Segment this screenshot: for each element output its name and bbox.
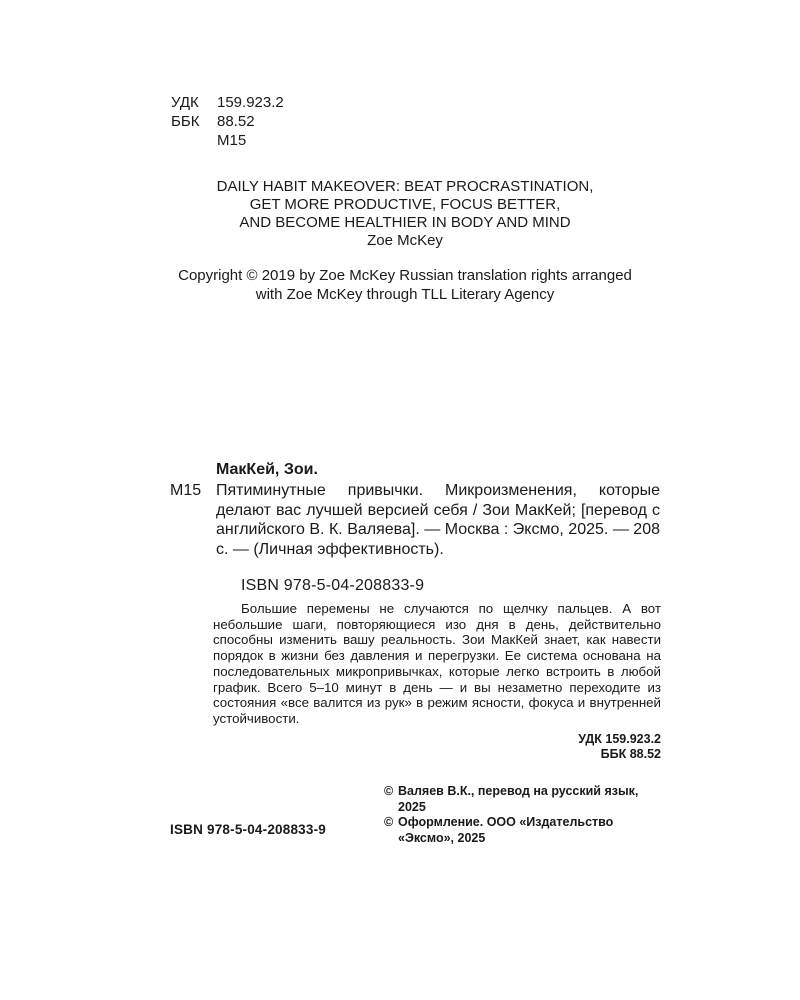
bottom-udk: УДК 159.923.2 xyxy=(578,732,661,746)
bbk-row xyxy=(171,112,284,131)
author-mark: М15 xyxy=(217,132,247,149)
bottom-isbn: ISBN 978-5-04-208833-9 xyxy=(170,822,326,837)
catalog-description: Пятиминутные привычки. Микроизменения, которые делают вас лучшей версией себя / Зои МакКей; [перевод с английского В. К. Валяева]. — Москва : Эксмо, 2025. — 208 с. — (Личная эффективность). xyxy=(216,482,660,558)
annotation: Большие перемены не случаются по щелчку пальцев. А вот небольшие шаги, повторяющиеся изо дня в день, действительно способны изменить вашу реальность. Зои МакКей знает, как навести порядок в жизни без давления и перегрузки. Ее система основана на последовательных микропривычках, которые легко встроить в любой график. Всего 5–10 минут в день — и вы незаметно переходите из состояния «все валится из рук» в режим ясности, фокуса и внутренней устойчивости. xyxy=(213,601,661,726)
rights-block xyxy=(384,784,664,846)
translation-rights xyxy=(384,784,664,815)
copyright-notice: Copyright © 2019 by Zoe McKey Russian translation rights arranged with Zoe McKey through TLL Literary Agency xyxy=(178,267,632,303)
bbk-value: 88.52 xyxy=(217,113,255,130)
copyright-symbol: © xyxy=(384,784,394,798)
design-rights-text: Оформление. ООО «Издательство «Эксмо», 2025 xyxy=(398,815,614,845)
design-rights xyxy=(384,815,664,846)
original-title: DAILY HABIT MAKEOVER: BEAT PROCRASTINATION, GET MORE PRODUCTIVE, FOCUS BETTER, AND BECOME HEALTHIER IN BODY AND MIND xyxy=(216,178,594,231)
catalog-author-heading: МакКей, Зои. xyxy=(216,461,318,478)
bbk-label: ББК xyxy=(171,113,200,130)
author-mark-row xyxy=(171,131,284,150)
catalog-author-mark: М15 xyxy=(170,482,202,499)
udk-label: УДК xyxy=(171,94,199,111)
translation-rights-text: Валяев В.К., перевод на русский язык, 2025 xyxy=(398,784,639,814)
udk-row xyxy=(171,93,284,112)
bottom-bbk: ББК 88.52 xyxy=(600,747,661,761)
bottom-classification xyxy=(500,732,661,762)
copyright-symbol: © xyxy=(384,815,394,829)
udk-value: 159.923.2 xyxy=(217,94,284,111)
classification-codes xyxy=(171,93,284,150)
original-author: Zoe McKey xyxy=(367,232,443,249)
catalog-isbn: ISBN 978-5-04-208833-9 xyxy=(241,577,425,594)
